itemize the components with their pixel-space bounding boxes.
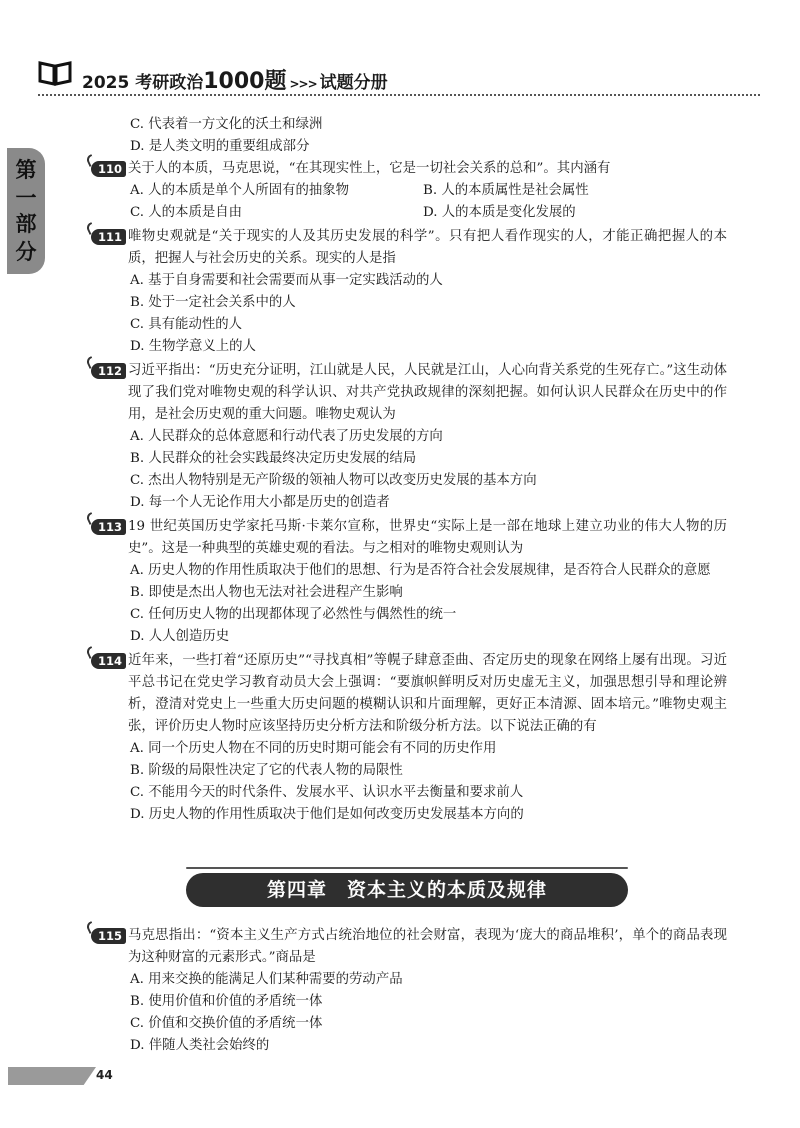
option: D. 是人类文明的重要组成部分 bbox=[130, 139, 310, 154]
option: C. 人的本质是自由 bbox=[130, 205, 243, 220]
option: A. 人民群众的总体意愿和行动代表了历史发展的方向 bbox=[130, 429, 443, 444]
option: C. 价值和交换价值的矛盾统一体 bbox=[130, 1016, 323, 1031]
question-stem: 唯物史观就是“关于现实的人及其历史发展的科学”。只有把人看作现实的人，才能正确把握人的本质，把握人与社会历史的关系。现实的人是指 bbox=[128, 229, 727, 266]
option: B. 人民群众的社会实践最终决定历史发展的结局 bbox=[130, 451, 417, 466]
option: A. 基于自身需要和社会需要而从事一定实践活动的人 bbox=[130, 273, 443, 288]
option: C. 代表着一方文化的沃土和绿洲 bbox=[130, 117, 323, 132]
option: B. 阶级的局限性决定了它的代表人物的局限性 bbox=[130, 763, 403, 778]
question-number-badge: 115 bbox=[91, 928, 126, 944]
option: D. 生物学意义上的人 bbox=[130, 339, 256, 354]
option: D. 伴随人类社会始终的 bbox=[130, 1038, 270, 1053]
chapter-title-banner: 第四章 资本主义的本质及规律 bbox=[186, 873, 628, 907]
option: C. 具有能动性的人 bbox=[130, 317, 243, 332]
question-115 bbox=[97, 925, 727, 969]
question-114 bbox=[97, 650, 727, 738]
option: D. 人人创造历史 bbox=[130, 629, 230, 644]
option: A. 同一个历史人物在不同的历史时期可能会有不同的历史作用 bbox=[130, 741, 497, 756]
option: B. 使用价值和价值的矛盾统一体 bbox=[130, 994, 323, 1009]
header-divider bbox=[38, 94, 760, 96]
question-stem: 习近平指出：“历史充分证明，江山就是人民，人民就是江山，人心向背关系党的生死存亡。”这生动体现了我们党对唯物史观的科学认识、对共产党执政规律的深刻把握。如何认识人民群众在历史中的作用，是社会历史观的重大问题。唯物史观认为 bbox=[128, 363, 727, 422]
question-stem: 关于人的本质，马克思说，“在其现实性上，它是一切社会关系的总和”。其内涵有 bbox=[128, 161, 611, 176]
question-number-badge: 112 bbox=[91, 363, 126, 379]
page-header bbox=[38, 58, 760, 94]
option: A. 用来交换的能满足人们某种需要的劳动产品 bbox=[130, 972, 403, 987]
question-number-badge: 113 bbox=[91, 519, 126, 535]
page-number: 44 bbox=[96, 1068, 113, 1082]
option: D. 历史人物的作用性质取决于他们是如何改变历史发展基本方向的 bbox=[130, 807, 524, 822]
option: B. 即使是杰出人物也无法对社会进程产生影响 bbox=[130, 585, 403, 600]
option: A. 人的本质是单个人所固有的抽象物 bbox=[130, 183, 350, 198]
question-number-badge: 110 bbox=[91, 161, 126, 177]
question-110 bbox=[97, 158, 727, 180]
question-111 bbox=[97, 226, 727, 270]
question-112 bbox=[97, 360, 727, 426]
option: B. 人的本质属性是社会属性 bbox=[423, 183, 589, 198]
option: D. 人的本质是变化发展的 bbox=[423, 205, 576, 220]
option: C. 不能用今天的时代条件、发展水平、认识水平去衡量和要求前人 bbox=[130, 785, 524, 800]
question-content-2 bbox=[97, 925, 727, 1057]
question-number-badge: 114 bbox=[91, 653, 126, 669]
page-number-tab bbox=[8, 1067, 96, 1085]
question-content bbox=[97, 114, 727, 826]
option: C. 杰出人物特别是无产阶级的领袖人物可以改变历史发展的基本方向 bbox=[130, 473, 537, 488]
option-row bbox=[97, 180, 727, 202]
question-stem: 近年来，一些打着“还原历史”“寻找真相”等幌子肆意歪曲、否定历史的现象在网络上屡有出现。习近平总书记在党史学习教育动员大会上强调：“要旗帜鲜明反对历史虚无主义，加强思想引导和理论辨析，澄清对党史上一些重大历史问题的模糊认识和片面理解，更好正本清源、固本培元。”唯物史观主张，评价历史人物时应该坚持历史分析方法和阶级分析方法。以下说法正确的有 bbox=[128, 653, 727, 734]
option: C. 任何历史人物的出现都体现了必然性与偶然性的统一 bbox=[130, 607, 457, 622]
question-stem: 19 世纪英国历史学家托马斯·卡莱尔宣称，世界史“实际上是一部在地球上建立功业的伟大人物的历史”。这是一种典型的英雄史观的看法。与之相对的唯物史观则认为 bbox=[128, 519, 727, 556]
option: D. 每一个人无论作用大小都是历史的创造者 bbox=[130, 495, 390, 510]
question-number-badge: 111 bbox=[91, 229, 126, 245]
part-side-tab: 第 一 部 分 bbox=[7, 148, 45, 274]
question-113 bbox=[97, 516, 727, 560]
option: B. 处于一定社会关系中的人 bbox=[130, 295, 296, 310]
question-stem: 马克思指出：“资本主义生产方式占统治地位的社会财富，表现为‘庞大的商品堆积’，单个的商品表现为这种财富的元素形式。”商品是 bbox=[128, 928, 727, 965]
header-title: 2025 考研政治1000题 >>> 试题分册 bbox=[82, 69, 388, 94]
option-row bbox=[97, 202, 727, 224]
option: A. 历史人物的作用性质取决于他们的思想、行为是否符合社会发展规律，是否符合人民群众的意愿 bbox=[130, 563, 711, 578]
open-book-icon bbox=[38, 60, 72, 86]
